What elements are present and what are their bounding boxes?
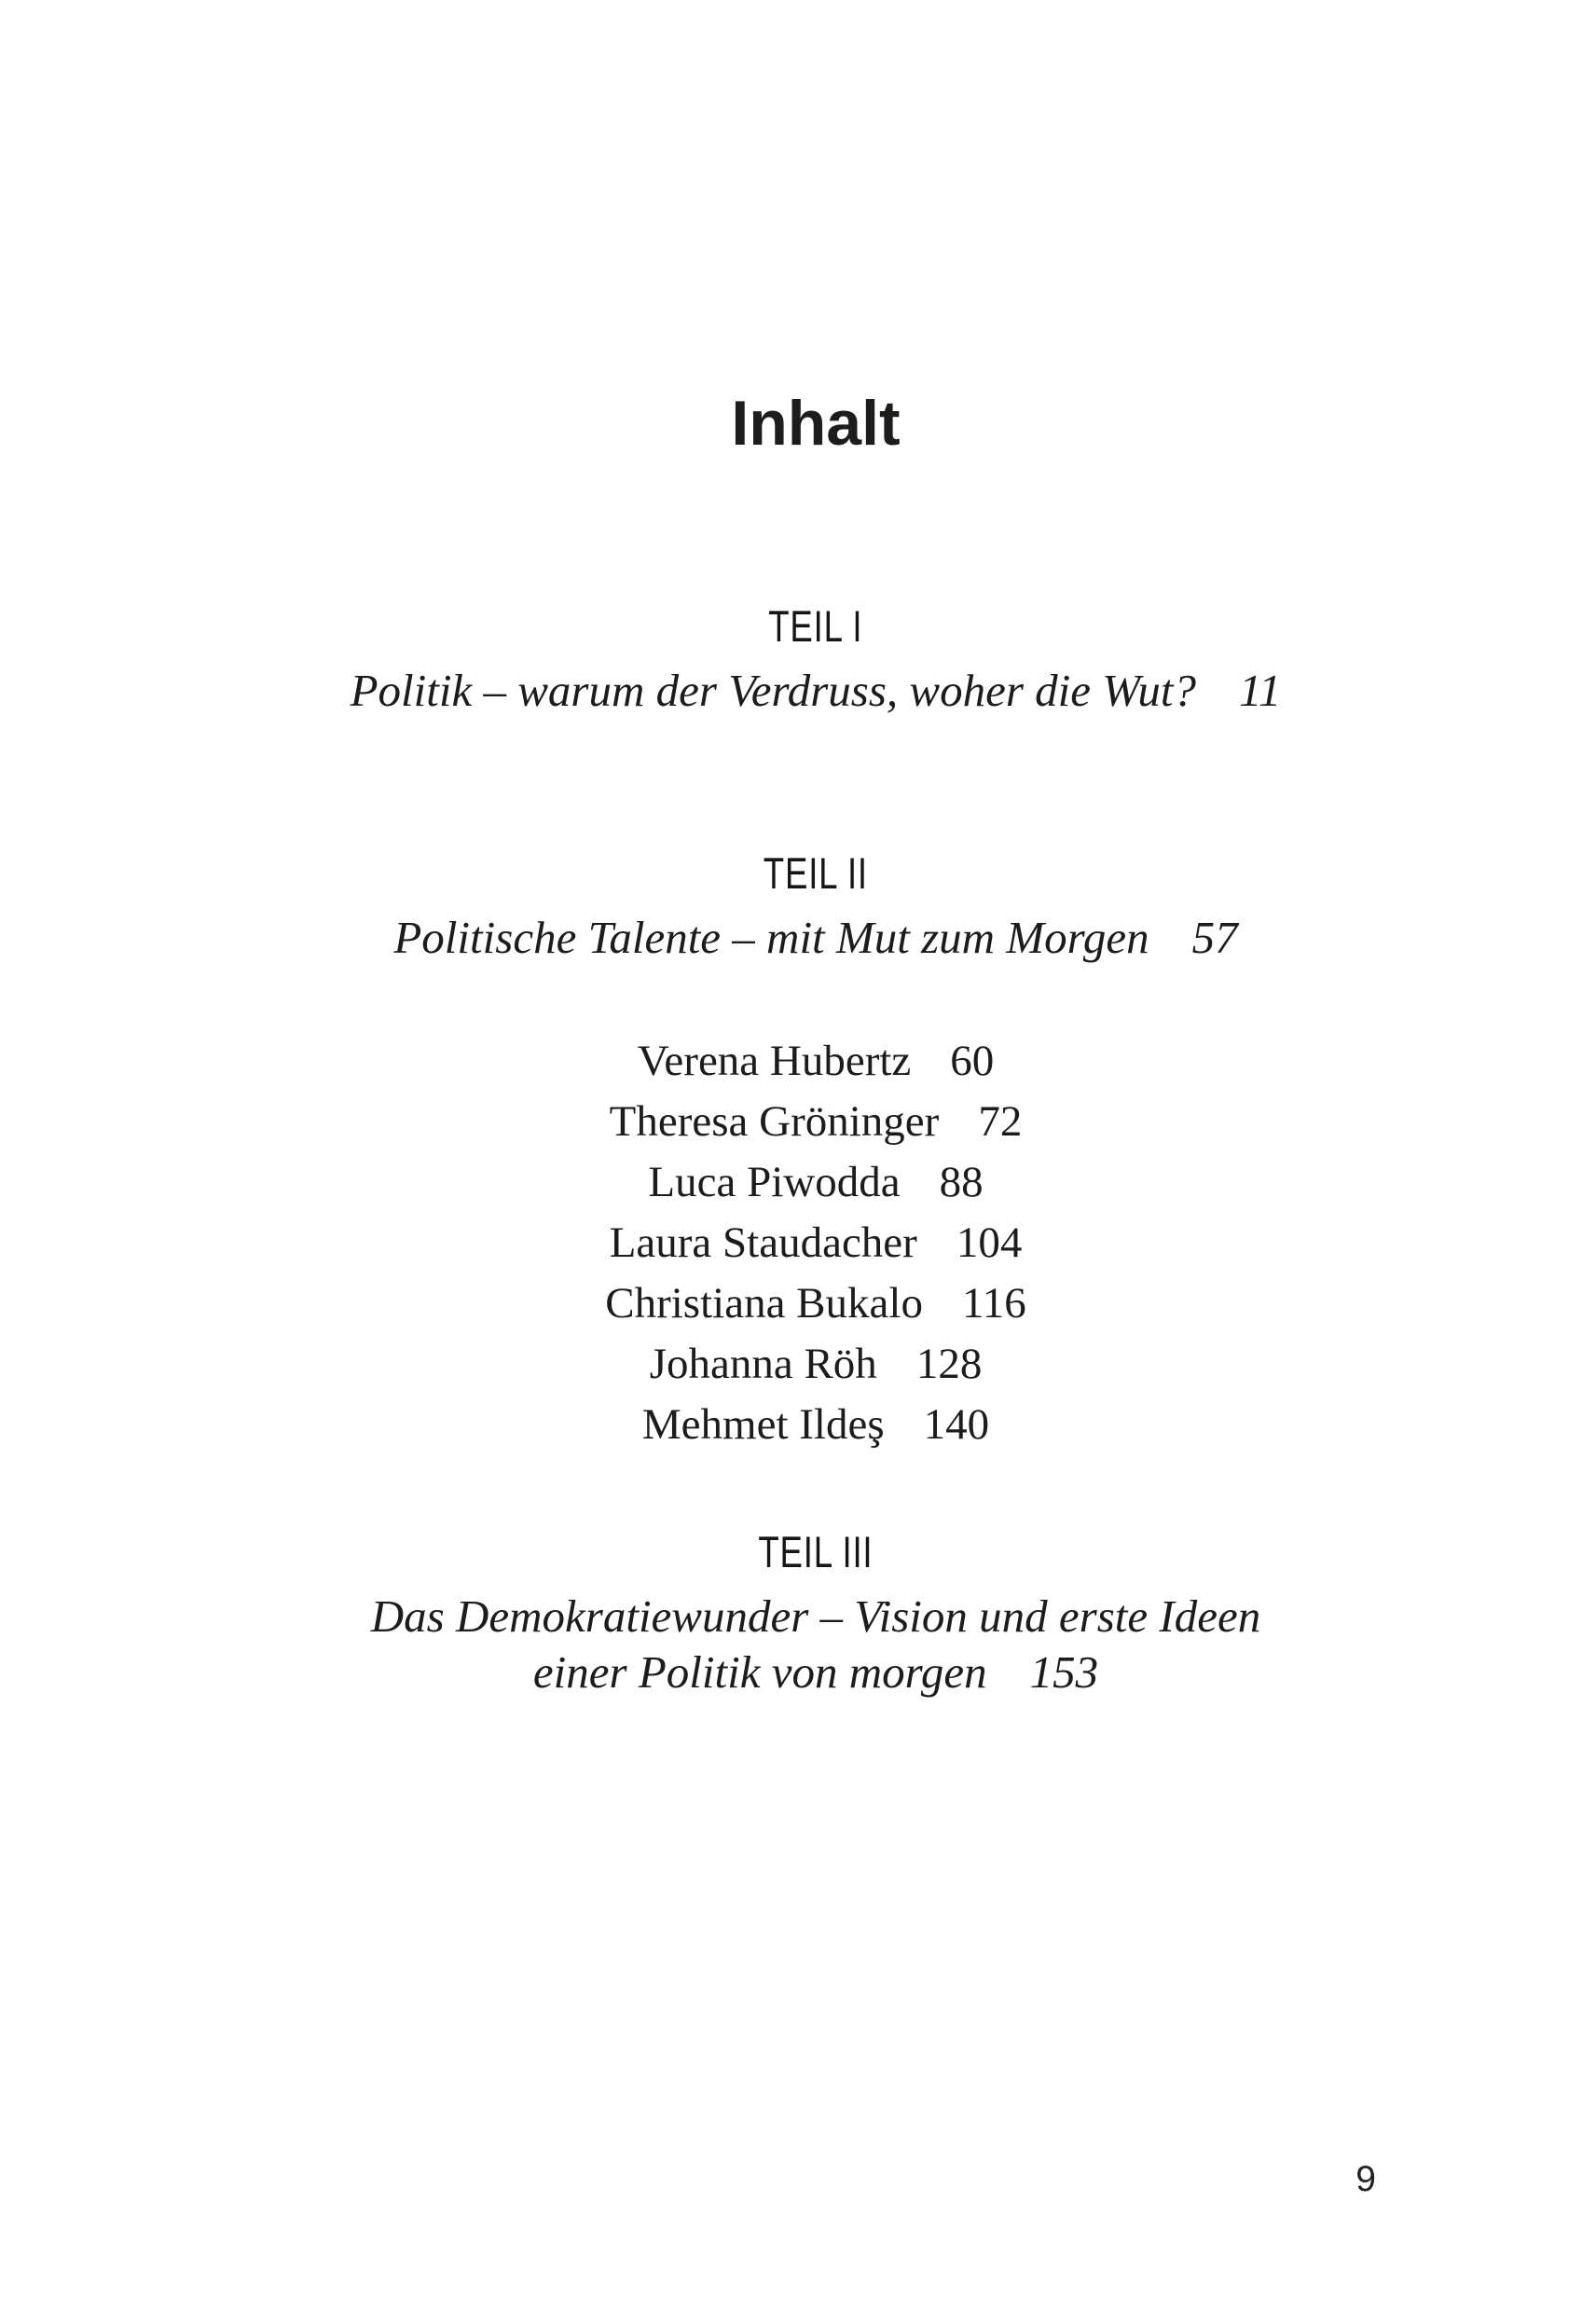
section-subtitle-teil-1 xyxy=(35,663,1596,719)
section-heading-label: TEIL III xyxy=(758,1527,874,1576)
toc-entry-list xyxy=(35,1031,1596,1455)
page-ref: 11 xyxy=(1239,665,1282,716)
page-title: Inhalt xyxy=(731,388,901,459)
toc-entry xyxy=(35,1395,1596,1455)
entry-name: Luca Piwodda xyxy=(648,1158,901,1206)
entry-name: Christiana Bukalo xyxy=(605,1279,923,1328)
section-teil-1 xyxy=(35,601,1596,719)
section-subtitle-teil-3-line-1 xyxy=(35,1589,1596,1645)
toc-entry xyxy=(35,1152,1596,1213)
subtitle-text: Politische Talente – mit Mut zum Morgen xyxy=(393,912,1149,963)
section-heading-teil-3 xyxy=(35,1527,1596,1576)
section-heading-label: TEIL II xyxy=(763,848,869,898)
section-subtitle-teil-2 xyxy=(35,910,1596,966)
section-heading-teil-2 xyxy=(35,848,1596,898)
page-ref: 128 xyxy=(915,1340,983,1388)
page-ref: 116 xyxy=(961,1279,1026,1328)
section-teil-3 xyxy=(35,1527,1596,1700)
subtitle-text: Das Demokratiewunder – Vision und erste Ideen xyxy=(370,1590,1261,1642)
toc-entry xyxy=(35,1092,1596,1152)
toc-entry xyxy=(35,1273,1596,1334)
page-ref: 72 xyxy=(978,1097,1023,1146)
entry-name: Laura Staudacher xyxy=(609,1218,917,1267)
section-teil-2 xyxy=(35,848,1596,1455)
subtitle-text: einer Politik von morgen xyxy=(532,1646,987,1698)
subtitle-text: Politik – warum der Verdruss, woher die Wut? xyxy=(350,665,1196,716)
page-ref: 104 xyxy=(956,1218,1023,1267)
toc-entry xyxy=(35,1334,1596,1395)
entry-name: Mehmet Ildeş xyxy=(641,1400,885,1449)
toc-entry xyxy=(35,1031,1596,1092)
page-ref: 88 xyxy=(939,1158,984,1206)
section-heading-teil-1 xyxy=(35,601,1596,651)
entry-name: Verena Hubertz xyxy=(637,1037,912,1085)
page-ref: 60 xyxy=(950,1037,995,1085)
section-subtitle-teil-3-line-2 xyxy=(35,1645,1596,1700)
page-ref: 153 xyxy=(1029,1646,1099,1698)
section-heading-label: TEIL I xyxy=(768,601,863,651)
toc-entry xyxy=(35,1213,1596,1273)
folio-page-number: 9 xyxy=(1355,2159,1376,2199)
page-ref: 57 xyxy=(1191,912,1238,963)
page-ref: 140 xyxy=(923,1400,990,1449)
entry-name: Theresa Gröninger xyxy=(609,1097,940,1146)
entry-name: Johanna Röh xyxy=(649,1340,877,1388)
